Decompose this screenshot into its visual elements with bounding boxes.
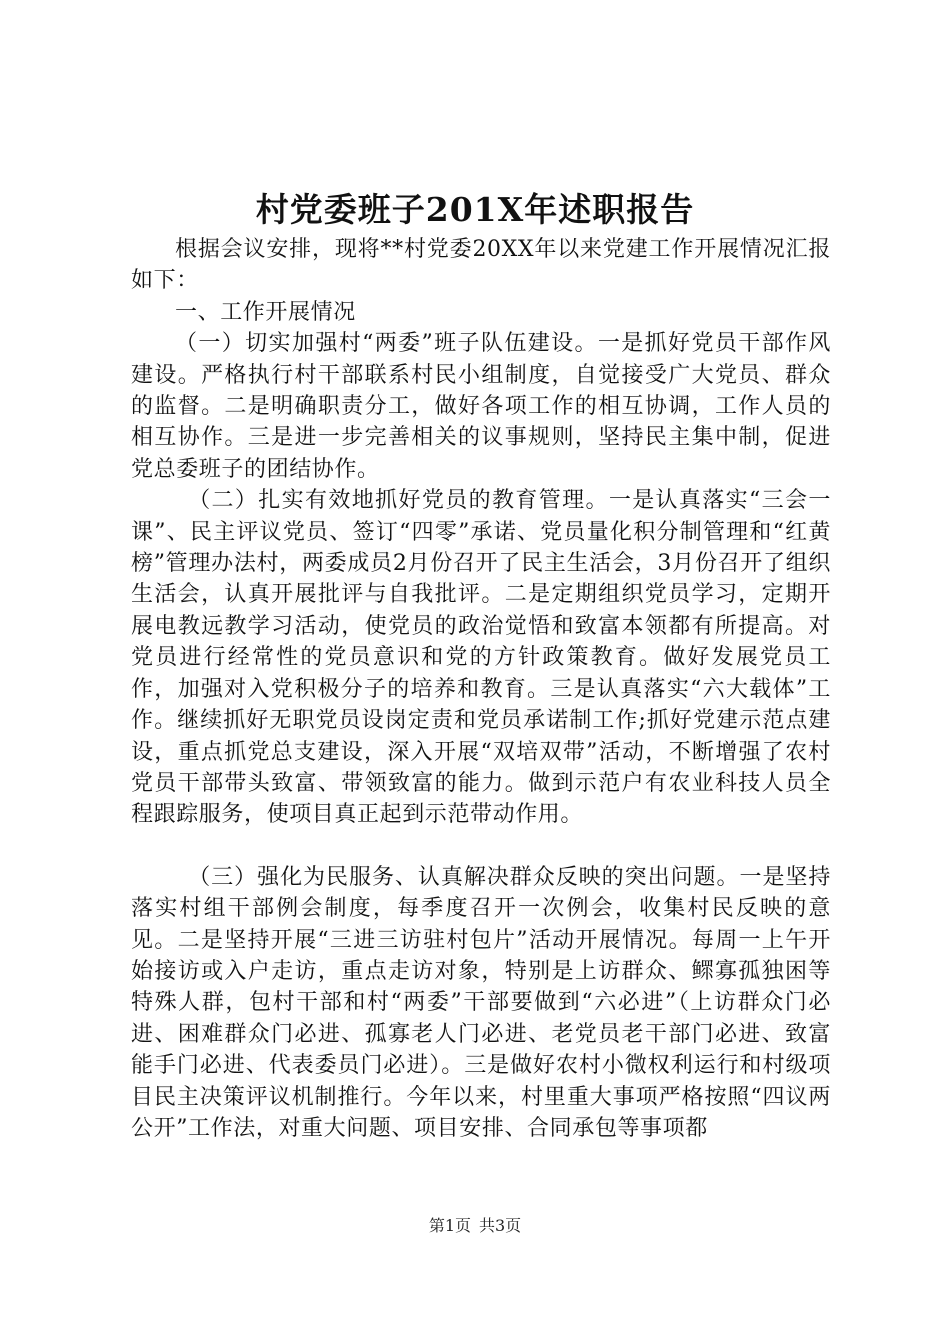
paragraph-team-building: （一）切实加强村“两委”班子队伍建设。一是抓好党员干部作风建设。严格执行村干部联系村民小组制度，自觉接受广大党员、群众的监督。二是明确职责分工，做好各项工作的相互协调，工作人员的相互协作。三是进一步完善相关的议事规则，坚持民主集中制，促进党总委班子的团结协作。 (131, 331, 831, 482)
document-body (131, 234, 831, 1144)
paragraph-spacer (131, 831, 831, 862)
page-number: 第1页 (428, 1216, 471, 1235)
paragraph-party-education: （二）扎实有效地抓好党员的教育管理。一是认真落实“三会一课”、民主评议党员、签订“四零”承诺、党员量化积分制管理和“红黄榜”管理办法村，两委成员2月份召开了民主生活会，3月份召开了组织生活会，认真开展批评与自我批评。二是定期组织党员学习，定期开展电教远教学习活动，使党员的政治觉悟和致富本领都有所提高。对党员进行经常性的党员意识和党的方针政策教育。做好发展党员工作，加强对入党积极分子的培养和教育。三是认真落实“六大载体”工作。继续抓好无职党员设岗定责和党员承诺制工作;抓好党建示范点建设，重点抓党总支建设，深入开展“双培双带”活动，不断增强了农村党员干部带头致富、带领致富的能力。做到示范户有农业科技人员全程跟踪服务，使项目真正起到示范带动作用。 (131, 488, 831, 828)
paragraph-public-service: （三）强化为民服务、认真解决群众反映的突出问题。一是坚持落实村组干部例会制度，每季度召开一次例会，收集村民反映的意见。二是坚持开展“三进三访驻村包片”活动开展情况。每周一上午开始接访或入户走访，重点走访对象，特别是上访群众、鳏寡孤独困等特殊人群，包村干部和村“两委”干部要做到“六必进”（上访群众门必进、困难群众门必进、孤寡老人门必进、老党员老干部门必进、致富能手门必进、代表委员门必进）。三是做好农村小微权利运行和村级项目民主决策评议机制推行。今年以来，村里重大事项严格按照“四议两公开”工作法，对重大问题、项目安排、合同承包等事项都 (131, 864, 831, 1141)
page-total: 共3页 (479, 1216, 522, 1235)
document-title: 村党委班子201X年述职报告 (255, 190, 695, 229)
page-footer (0, 1214, 950, 1238)
intro-paragraph: 根据会议安排，现将**村党委20XX年以来党建工作开展情况汇报如下： (131, 237, 831, 294)
section-heading: 一、工作开展情况 (175, 299, 356, 325)
